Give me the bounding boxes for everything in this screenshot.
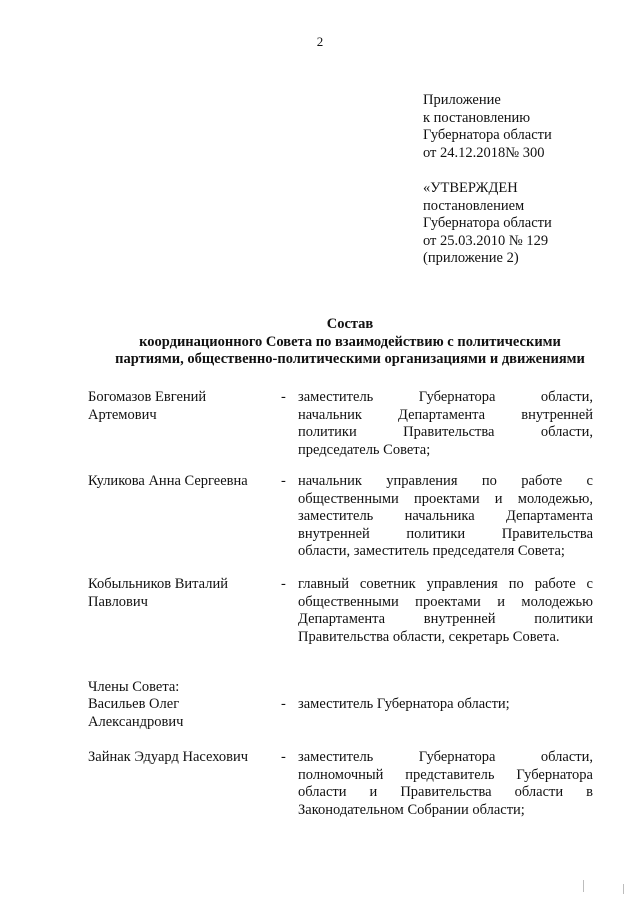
member-name-line: Александрович	[88, 713, 184, 730]
member-role-line: внутренней политики Правительства	[298, 525, 593, 542]
member-name	[88, 749, 268, 767]
scan-artifact-mark	[583, 880, 584, 892]
member-role-line: общественными проектами и молодежью,	[298, 490, 593, 507]
heading-line: партиями, общественно-политическими организациями и движениями	[115, 351, 585, 367]
member-name	[88, 696, 268, 731]
appendix-line: Приложение	[423, 92, 501, 108]
member-name	[88, 576, 268, 611]
member-role-line: заместитель Губернатора области;	[298, 696, 510, 712]
member-name-line: Кобыльников Виталий	[88, 576, 228, 592]
scan-artifact-mark	[623, 884, 624, 894]
member-role-line: заместитель Губернатора области,	[298, 389, 593, 405]
member-role-line: заместитель Губернатора области,	[298, 749, 593, 765]
page-number: 2	[316, 34, 324, 49]
approved-line: постановлением	[423, 197, 525, 214]
document-heading	[60, 316, 640, 369]
member-name-line: Богомазов Евгений	[88, 389, 207, 405]
heading-line: координационного Совета по взаимодействию с политическими	[139, 333, 561, 350]
dash-separator: -	[281, 696, 286, 712]
member-role-line: председатель Совета;	[298, 441, 431, 458]
member-role	[298, 473, 593, 561]
member-name	[88, 473, 268, 491]
member-role-line: области, заместитель председателя Совета;	[298, 543, 565, 559]
approved-block	[423, 180, 633, 268]
approved-line: (приложение 2)	[423, 250, 519, 266]
member-role	[298, 749, 593, 819]
member-name	[88, 389, 268, 424]
member-role	[298, 576, 593, 646]
member-role-line: главный советник управления по работе с	[298, 576, 593, 592]
member-name-line: Васильев Олег	[88, 696, 180, 712]
member-role-line: Законодательном Собрании области;	[298, 801, 525, 818]
dash-separator: -	[281, 576, 286, 592]
member-role-line: начальник управления по работе с	[298, 473, 593, 489]
member-role-line: Департамента внутренней политики	[298, 611, 593, 627]
appendix-line: к постановлению	[423, 109, 531, 126]
member-role-line: общественными проектами и молодежью	[298, 593, 593, 610]
member-name-line: Зайнак Эдуард Насехович	[88, 749, 249, 765]
member-role-line: области и Правительства области в	[298, 784, 593, 800]
member-name-line: Куликова Анна Сергеевна	[88, 473, 248, 489]
appendix-line: Губернатора области	[423, 127, 552, 143]
appendix-line: от 24.12.2018№ 300	[423, 144, 545, 161]
member-role-line: Правительства области, секретарь Совета.	[298, 628, 560, 645]
heading-title: Состав	[326, 316, 374, 332]
approved-line: от 25.03.2010 № 129	[423, 232, 549, 249]
member-role	[298, 389, 593, 459]
member-role-line: политики Правительства области,	[298, 424, 593, 440]
dash-separator: -	[281, 473, 286, 489]
dash-separator: -	[281, 749, 286, 765]
appendix-block	[423, 92, 633, 162]
member-role-line: полномочный представитель Губернатора	[298, 766, 593, 783]
dash-separator: -	[281, 389, 286, 405]
member-role-line: начальник Департамента внутренней	[298, 406, 593, 423]
members-label: Члены Совета:	[88, 679, 180, 695]
member-name-line: Артемович	[88, 406, 157, 423]
member-role-line: заместитель начальника Департамента	[298, 508, 593, 524]
approved-line: Губернатора области	[423, 215, 552, 231]
member-role	[298, 696, 593, 714]
member-name-line: Павлович	[88, 593, 148, 610]
approved-line: «УТВЕРЖДЕН	[423, 180, 518, 196]
